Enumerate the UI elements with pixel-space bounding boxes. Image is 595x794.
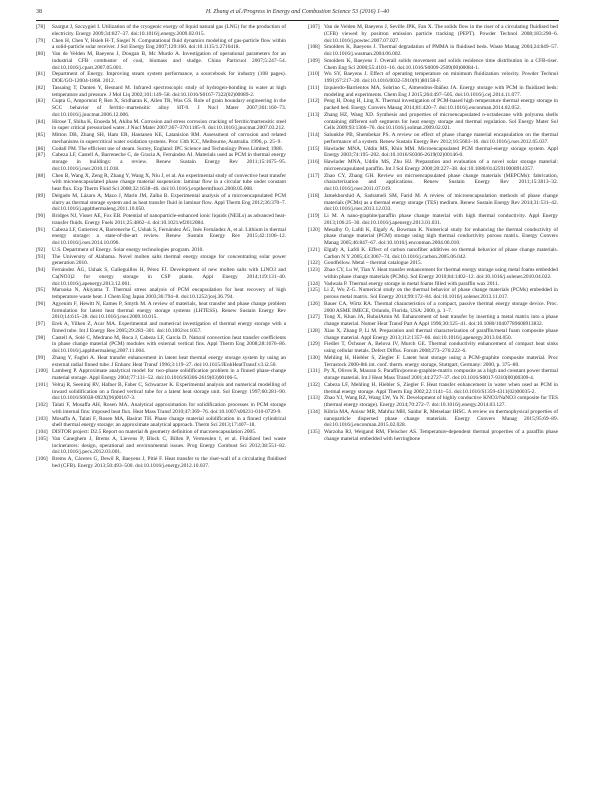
reference-item: [36, 254, 286, 268]
reference-item: [36, 247, 286, 254]
reference-text: Salunkhe PB, Shembekar PS. A review on effect of phase change material encapsulation on the thermal performance of a system. Renew Sustain Energy Rev 2012;16:5603–16. doi:10.1016/j.rser.2012.05.037.: [324, 132, 558, 145]
reference-text: Cabeza LF, Gutierrez A, Barreneche C, Ushak S, Fernández ÁG, Inés Fernández A, et al. Lithium in thermal energy storage: a state-of-the-art review. Renew Sustain Energy Rev 2015;42:1106–12. doi:10.1016/j.rser.2014.10.096.: [52, 226, 286, 246]
reference-item: [308, 146, 558, 160]
reference-number: [124]: [308, 280, 320, 287]
reference-text: Delgado M, Lázaro A, Mazo J, Marín JM, Zalba B. Experimental analysis of a microencapsulated PCM slurry as thermal storage system and as heat transfer fluid in laminar flow. Appl Therm Eng 2012;36:370–7. doi:10.1016/j.applthermaleng.2011.10.050.: [52, 192, 286, 213]
reference-item: [36, 51, 286, 71]
reference-number: [114]: [308, 132, 320, 138]
reference-item: [36, 456, 286, 470]
reference-number: [126]: [308, 300, 320, 307]
reference-text: Li Z, Wu Z-G. Numerical study on the thermal behavior of phase change materials (PCMs) embedded in porous metal matrix. Sol Energy 2014;99:172–84. doi:10.1016/j.solener.2013.11.017.: [324, 287, 558, 300]
reference-text: Castell A, Solé C, Medrano M, Roca J, Cabeza LF, García D. Natural convection heat transfer coefficients in phase change material (PCM) modules with external vertical fins. Appl Therm Eng 2008;28:1676–86. doi:10.1016/j.applthermaleng.2007.11.004.: [52, 334, 286, 354]
reference-number: [127]: [308, 314, 320, 321]
reference-text: Maruoka N, Akiyama T. Thermal stress analysis of PCM encapsulation for heat recovery of high temperature waste heat. J Chem Eng Japan 2003;36:794–8. doi:10.1252/jcej.36.794.: [52, 287, 286, 300]
reference-text: Warzoha RJ, Weigand RM, Fleischer AS. Temperature-dependent thermal properties of a paraffin phase change material embedded with herringbone: [324, 429, 558, 442]
reference-item: [36, 368, 286, 382]
reference-item: [36, 98, 286, 118]
reference-text: Velraj R, Seeniraj RV, Hafner B, Faber C, Schwarzer K. Experimental analysis and numerical modelling of inward solidification on a finned vertical tube for a latent heat storage unit. Sol Energy 1997;60:281–90. doi:10.1016/S0038-092X(96)00167-3.: [52, 381, 286, 402]
reference-text: Bauer CA, Wirtz RA. Thermal characteristics of a compact, passive thermal energy storage device. Proc. 2000 ASME IMECE, Orlando, Florida, USA: 2000, p. 1–7.: [324, 300, 558, 314]
reference-text: Mitton DB, Zhang SH, Ham ER, Hautanen KE, Latanision RM. Assessment of corrosion and related mechanisms in supercritical water oxidation systems. Proc 13th ICC, Melbourne, Australia. 1996, p. 25–9.: [52, 132, 286, 145]
reference-number: [81]: [36, 71, 45, 78]
reference-text: Van Caneghem J, Brems A, Lievens P, Block C, Billen P, Vermeulen I, et al. Fluidized bed waste incinerators: design, operational and environmental issues. Prog Energy Combust Sci 2012;38:551–82. doi:10.1016/j.pecs.2012.03.001.: [52, 435, 286, 456]
reference-number: [105]: [36, 435, 48, 442]
reference-text: Mehling H, Hiebler S, Ziegler F. Latent heat storage using a PCM-graphite composite material. Proc Terrastock 2000-8th int. conf. therm. energy storage, Stuttgart, Germany: 2000, p. 375–80.: [324, 354, 558, 368]
reference-item: [308, 409, 558, 429]
reference-text: Mesalhy O, Lafdi K, Elgafy A, Bowman K. Numerical study for enhancing the thermal conductivity of phase change material (PCM) storage using high thermal conductivity porous matrix. Energy Convers Manag 2005;46:847–67. doi:10.1016/j.enconman.2004.06.010.: [324, 226, 558, 246]
reference-text: Talati F, Mosaffa AH, Rosen MA. Analytical approximation for solidification processes in PCM storage with internal fins: imposed heat flux. Heat Mass Transf 2010;47:369–76. doi:10.1007/s00231-010-0729-9.: [52, 402, 286, 415]
reference-number: [93]: [36, 253, 45, 260]
reference-number: [132]: [308, 381, 320, 388]
reference-number: [108]: [308, 44, 320, 51]
page-number: 38: [36, 9, 42, 15]
reference-item: [308, 58, 558, 72]
reference-item: [308, 328, 558, 342]
reference-item: [308, 227, 558, 247]
reference-text: Hawlader MNA, Uddin MS, Zhu HJ. Preparation and evaluation of a novel solar storage material: microencapsulated paraffin. Int J Sol Energy 2000;20:227–38. doi:10.1080/01425910008914357.: [324, 159, 558, 172]
reference-text: Cabeza LF, Mehling H, Hiebler S, Ziegler F. Heat transfer enhancement in water when used as PCM in thermal energy storage. Appl Therm Eng 2002;22:1141–51. doi:10.1016/S1359-4311(02)00035-2.: [324, 381, 558, 395]
reference-number: [128]: [308, 327, 320, 334]
reference-text: Kibria MA, Anisur MR, Mahfuz MH, Saidur R, Metselaar IHSC. A review on thermophysical properties of nanoparticle dispersed phase change materials. Energy Convers Manag 2015;95:69–89. doi:10.1016/j.enconman.2015.02.028.: [324, 408, 558, 429]
reference-number: [103]: [36, 415, 48, 422]
reference-item: [308, 85, 558, 99]
reference-text: Py X, Olives R, Mauran S. Paraffin/porous-graphite-matrix composite as a high and constant power thermal storage material. Int J Heat Mass Transf 2001;44:2727–37. doi:10.1016/S0017-9310(00)00309-4.: [324, 368, 558, 381]
reference-number: [91]: [36, 226, 45, 233]
reference-text: Zhao CY, Zhang GH. Review on microencapsulated phase change materials (MEPCMs): fabrication, characterization and applications. Renew Sustain Energy Rev 2011;15:3813–32. doi:10.1016/j.rser.2011.07.019.: [324, 172, 558, 192]
reference-text: U.S. Department of Energy. Solar energy technologies program. 2010.: [52, 246, 204, 253]
reference-item: [36, 146, 286, 153]
reference-item: [308, 173, 558, 193]
reference-number: [99]: [36, 354, 45, 361]
reference-item: [36, 85, 286, 99]
reference-number: [131]: [308, 368, 320, 375]
reference-number: [135]: [308, 429, 320, 435]
reference-number: [133]: [308, 395, 320, 402]
reference-item: [308, 368, 558, 382]
reference-number: [130]: [308, 354, 320, 361]
reference-number: [113]: [308, 111, 320, 118]
reference-text: Zhao YJ, Wang RZ, Wang LW, Yu N. Development of highly conductive KNO3/NaNO3 composite for TES (thermal energy storage). Energy 2014;70:272–7. doi:10.1016/j.energy.2014.03.127.: [324, 395, 558, 408]
reference-text: Agyenim F, Hewitt N, Eames P, Smyth M. A review of materials, heat transfer and phase change problem formulation for latent heat thermal energy storage systems (LHTESS). Renew Sustain Energy Rev 2010;14:615–28. doi:10.1016/j.rser.2009.10.015.: [52, 300, 286, 321]
reference-number: [107]: [308, 24, 320, 30]
reference-item: [36, 321, 286, 335]
reference-item: [308, 24, 558, 44]
reference-number: [84]: [36, 118, 45, 125]
reference-number: [104]: [36, 429, 48, 435]
reference-item: [308, 355, 558, 369]
reference-item: [36, 355, 286, 369]
reference-number: [123]: [308, 267, 320, 273]
reference-text: Hawlader MNA, Uddin MS, Khin MM. Microencapsulated PCM thermal-energy storage system. Appl Energy 2003;74:195–202. doi:10.1016/S0306-2619(02)00146-0.: [324, 145, 558, 159]
reference-item: [308, 429, 558, 443]
reference-text: Li M. A nano-graphite/paraffin phase change material with high thermal conductivity. Appl Energy 2013;106:25–30. doi:10.1016/j.apenergy.2013.01.031.: [324, 213, 558, 226]
reference-item: [36, 152, 286, 172]
reference-number: [121]: [308, 246, 320, 253]
reference-text: Gupta G, Ampornrat P, Ren X, Sridharan K, Allen TR, Was GS. Role of grain boundary engineering in the SCC behavior of ferritic–martensitic alloy HT-9. J Nucl Mater 2007;361:160–73. doi:10.1016/j.jnucmat.2006.12.006.: [52, 98, 286, 118]
reference-text: Tassaing T, Danten Y, Besnard M. Infrared spectroscopic study of hydrogen-bonding in water at high temperature and pressure. J Mol Liq 2002;101:149–58. doi:10.1016/S0167-7322(02)00089-2.: [52, 84, 286, 98]
reference-item: [36, 38, 286, 52]
reference-item: [36, 335, 286, 355]
reference-text: Bridges NJ, Visser AE, Fox EB. Potential of nanoparticle-enhanced ionic liquids (NEILs) as advanced heat-transfer fluids. Energy Fuels 2011;25:4862–4. doi:10.1021/ef2012084.: [52, 213, 286, 226]
reference-text: Smolders K, Baeyens J. Overall solids movement and solids residence time distribution in a CFB-riser. Chem Eng Sci 2000;55:4101–16. doi:10.1016/S0009-2509(00)00084-1.: [324, 57, 558, 71]
reference-text: Mosaffa A, Talati F, Rosen MA, Basirat TH. Phase change material solidification in a finned cylindrical shell thermal energy storage: an approximate analytical approach. Therm Sci 2013;17:407–18.: [52, 415, 286, 429]
reference-number: [86]: [36, 145, 45, 152]
reference-item: [308, 132, 558, 146]
reference-number: [112]: [308, 98, 320, 105]
reference-item: [308, 247, 558, 261]
reference-item: [36, 436, 286, 456]
reference-text: Goodfellow. Metal – thermal catalogue 2015.: [324, 260, 422, 267]
reference-number: [88]: [36, 172, 45, 179]
reference-text: Smolders K, Baeyens J. Thermal degradation of PMMA in fluidised beds. Waste Manag 2004;24:849–57. doi:10.1016/j.wasman.2004.06.002.: [324, 44, 558, 57]
reference-number: [110]: [308, 71, 320, 78]
reference-number: [116]: [308, 159, 320, 165]
reference-item: [36, 119, 286, 133]
reference-text: Van de Velden M, Baeyens J, Dougan B, Mc Murdo A. Investigation of operational parameters for an industrial CFB combustor of coal, biomass and sludge. China Particuol 2007;5:247–54. doi:10.1016/j.cpart.2007.05.001.: [52, 51, 286, 71]
reference-number: [102]: [36, 402, 48, 408]
reference-text: Zhang HZ, Wang XD. Synthesis and properties of microencapsulated n-octadecane with polyurea shells containing different soft segments for heat energy storage and thermal regulation. Sol Energy Mater Sol Cells 2009;93:1366–76. doi:10.1016/j.solmat.2009.02.021.: [324, 111, 558, 132]
reference-item: [36, 382, 286, 402]
running-header: [36, 6, 559, 19]
reference-number: [101]: [36, 381, 48, 388]
reference-number: [120]: [308, 226, 320, 233]
reference-number: [122]: [308, 260, 320, 267]
reference-item: [36, 301, 286, 321]
reference-number: [111]: [308, 84, 320, 91]
reference-item: [308, 44, 558, 58]
reference-text: Jamekhorshid A, Sadrameli SM, Farid M. A review of microencapsulation methods of phase change materials (PCMs) as a thermal energy storage (TES) medium. Renew Sustain Energy Rev 2014;31:531–42. doi:10.1016/j.rser.2013.12.033.: [324, 192, 558, 213]
reference-text: Fiedler T, Öchsner A, Belova IV, Murch GE. Thermal conductivity enhancement of compact heat sinks using cellular metals. Defect Diffus. Forum 2008;273–276:222–6.: [324, 341, 558, 354]
reference-text: Zhang Y, Faghri A. Heat transfer enhancement in latent heat thermal energy storage system by using an external radial finned tube. J Enhanc Heat Transf 1996;3:119–27. doi:10.1615/JEnhHeatTransf.v3.i2.50.: [52, 354, 286, 368]
reference-text: Hirose T, Shiba K, Enoeda M, Akiba M. Corrosion and stress corrosion cracking of ferritic/martensitic steel in super critical pressurized water. J Nucl Mater 2007;367–370:1185–9. doi:10.1016/j.jnucmat.2007.03.212.: [52, 118, 286, 132]
reference-item: [36, 213, 286, 227]
reference-item: [308, 260, 558, 267]
reference-item: [36, 287, 286, 301]
reference-text: Fernández ÁG, Ushak S, Galleguillos H, Pérez FJ. Development of new molten salts with LiNO3 and Ca(NO3)2 for energy storage in CSP plants. Appl Energy 2014;119:131–40. doi:10.1016/j.apenergy.2013.12.061.: [52, 267, 286, 287]
reference-text: Lamberg P. Approximate analytical model for two-phase solidification problem in a finned phase-change material storage. Appl Energy 2004;77:131–52. doi:10.1016/S0306-2619(03)00106-5.: [52, 368, 286, 381]
reference-column-left: [36, 24, 286, 470]
reference-number: [117]: [308, 172, 320, 179]
reference-number: [100]: [36, 368, 48, 375]
reference-item: [308, 382, 558, 396]
reference-text: Elgafy A, Lafdi K. Effect of carbon nanofiber additives on thermal behavior of phase change materials. Carbon N Y 2005;43:3067–74. doi:10.1016/j.carbon.2005.06.042.: [324, 246, 558, 260]
reference-text: Department of Energy. Improving steam system performance, a sourcebook for industry (108 pages). DOE/GO-12004-1868. 2012.: [52, 71, 286, 84]
reference-number: [125]: [308, 287, 320, 294]
reference-text: Peng H, Dong H, Ling X. Thermal investigation of PCM-based high temperature thermal energy storage in packed bed. Energy Convers Manag 2014;81:420–7. doi:10.1016/j.enconman.2014.02.052.: [324, 98, 558, 111]
reference-number: [89]: [36, 192, 45, 199]
reference-list: [36, 24, 559, 784]
reference-number: [96]: [36, 300, 45, 307]
reference-number: [85]: [36, 132, 45, 138]
reference-item: [36, 429, 286, 436]
reference-text: DISTOR project: D2.5 Report on material & geometry definition of macroencapsulation 2005.: [52, 429, 257, 435]
reference-number: [119]: [308, 213, 320, 219]
reference-number: [118]: [308, 192, 320, 199]
reference-item: [308, 213, 558, 227]
reference-item: [308, 267, 558, 281]
reference-item: [36, 173, 286, 193]
reference-text: Szargut J, Szczygiel I. Utilization of the cryogenic exergy of liquid natural gas (LNG) for the production of electricity. Energy 2009;34:827–37. doi:10.1016/j.energy.2009.02.015.: [52, 24, 286, 37]
header-rule: [36, 20, 559, 21]
reference-number: [129]: [308, 341, 320, 348]
reference-text: The University of Alabama. Novel molten salts thermal energy storage for concentrating solar power generation 2010.: [52, 253, 286, 267]
reference-number: [134]: [308, 408, 320, 415]
reference-item: [36, 416, 286, 430]
reference-text: Wu SY, Baeyens J. Effect of operating temperature on minimum fluidization velocity. Powder Technol 1991;67:217–20. doi:10.1016/0032-5910(91)80158-F.: [324, 71, 558, 84]
reference-number: [82]: [36, 84, 45, 91]
reference-item: [36, 24, 286, 38]
reference-text: Godall PM. The efficient use of steam. Surrey, England: IPC Science and Technology Press Limited; 1980.: [52, 145, 283, 152]
reference-text: Izquierdo-Barrientos MA, Sobrino C, Almendros-Ibáñez JA. Energy storage with PCM in fluidized beds: modeling and experiments. Chem Eng J 2015;264:497–505. doi:10.1016/j.cej.2014.11.077.: [324, 84, 558, 98]
reference-number: [106]: [36, 456, 48, 462]
reference-item: [308, 159, 558, 173]
reference-item: [36, 193, 286, 213]
reference-text: Erek A, Yilken Z, Acar MA. Experimental and numerical investigation of thermal energy storage with a finned tube. Int J Energy Res 2005;29:283–301. doi:10.1002/er.1057.: [52, 321, 286, 334]
reference-item: [308, 71, 558, 85]
reference-text: Tong X, Khan JA, RuhulAmin M. Enhancement of heat transfer by inserting a metal matrix into a phase change material. Numer Heat Transf Part A Appl 1996;30:125–41. doi:10.1080/10407789608913832.: [324, 314, 558, 327]
reference-item: [308, 395, 558, 409]
reference-item: [308, 341, 558, 355]
reference-item: [308, 301, 558, 315]
reference-text: Chen H, Chen Y, Hsieh H-T, Siegel N. Computational fluid dynamics modeling of gas-particle flow within a solid-particle solar receiver. J Sol Energy Eng 2007;129:160. doi:10.1115/1.2716418.: [52, 37, 286, 51]
reference-item: [308, 112, 558, 132]
reference-item: [308, 193, 558, 213]
reference-text: Xiao X, Zhang P, Li M. Preparation and thermal characterization of paraffin/metal foam composite phase change material. Appl Energy 2013;112:1357–66. doi:10.1016/j.apenergy.2013.04.050.: [324, 327, 558, 341]
reference-text: Cabeza LF, Castell A, Barreneche C, de Gracia A, Fernández AI. Materials used as PCM in thermal energy storage in buildings: a review. Renew Sustain Energy Rev 2011;15:1675–95. doi:10.1016/j.rser.2010.11.018.: [52, 152, 286, 172]
reference-number: [115]: [308, 145, 320, 152]
reference-item: [36, 132, 286, 146]
reference-number: [83]: [36, 98, 45, 105]
reference-item: [36, 227, 286, 247]
reference-number: [97]: [36, 321, 45, 327]
reference-number: [95]: [36, 287, 45, 294]
reference-number: [92]: [36, 246, 45, 253]
reference-text: Van de Velden M, Baeyens J, Seville JPK, Fan X. The solids flow in the riser of a circulating fluidised bed (CFB) viewed by positron emission particle tracking (PEPT). Powder Technol 2008;183:290–6. doi:10.1016/j.powtec.2007.07.027.: [324, 24, 558, 44]
reference-number: [79]: [36, 37, 45, 44]
reference-text: Brems A, Cáceres G, Dewil R, Baeyens J, Pitié F. Heat transfer to the riser-wall of a circulating fluidised bed (CFB). Energy 2013;50:493–500. doi:10.1016/j.energy.2012.10.037.: [52, 456, 286, 469]
reference-item: [36, 402, 286, 416]
reference-column-right: [308, 24, 558, 443]
reference-number: [109]: [308, 57, 320, 64]
reference-item: [36, 71, 286, 85]
reference-item: [308, 98, 558, 112]
reference-number: [87]: [36, 152, 45, 159]
journal-citation: H. Zhang et al./Progress in Energy and Combustion Science 53 (2016) 1–40: [205, 9, 390, 15]
reference-text: Zhao CY, Lu W, Tian Y. Heat transfer enhancement for thermal energy storage using metal foams embedded within phase change materials (PCMs). Sol Energy 2010;84:1402–12. doi:10.1016/j.solener.2010.04.022.: [324, 267, 558, 280]
reference-number: [80]: [36, 51, 45, 57]
reference-number: [94]: [36, 267, 45, 273]
reference-number: [90]: [36, 213, 45, 219]
reference-item: [36, 267, 286, 287]
reference-number: [78]: [36, 24, 45, 30]
reference-text: Vadwala P. Thermal energy storage in metal foams filled with paraffin wax 2011.: [324, 280, 499, 287]
reference-item: [308, 314, 558, 328]
reference-number: [98]: [36, 334, 45, 341]
reference-text: Chen B, Wang X, Zeng R, Zhang Y, Wang X, Niu J, et al. An experimental study of convective heat transfer with microencapsulated phase change material suspension: laminar flow in a circular tube under constant heat flux. Exp Therm Fluid Sci 2008;32:1638–46. doi:10.1016/j.expthermflusci.2008.05.008.: [52, 172, 286, 192]
reference-item: [308, 287, 558, 301]
